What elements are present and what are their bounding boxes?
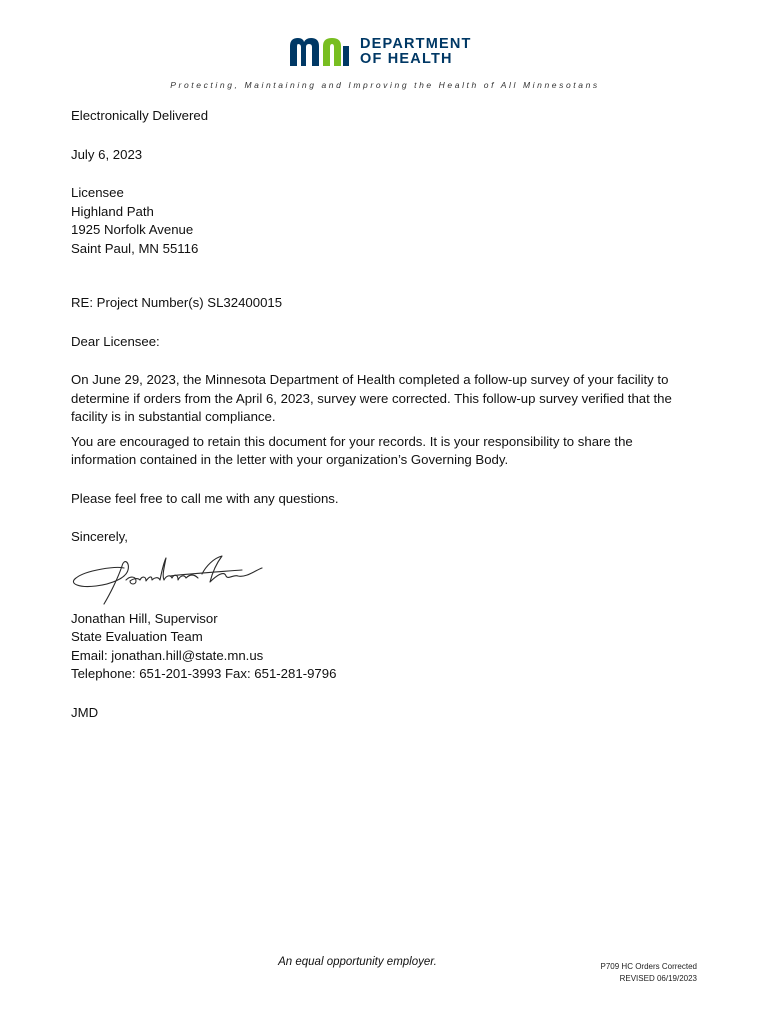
signer-name-title: Jonathan Hill, Supervisor bbox=[71, 610, 218, 626]
tagline: Protecting, Maintaining and Improving the Health of All Minnesotans bbox=[170, 80, 600, 90]
letter-date: July 6, 2023 bbox=[71, 146, 143, 162]
reference-line: RE: Project Number(s) SL32400015 bbox=[71, 295, 283, 310]
logo-line-department: DEPARTMENT bbox=[360, 36, 472, 52]
signer-phone: Telephone: 651-201-3993 Fax: 651-281-9796 bbox=[71, 666, 337, 681]
typist-initials: JMD bbox=[71, 704, 99, 720]
address-line: Licensee bbox=[71, 185, 124, 200]
logo-line-health: OF HEALTH bbox=[360, 51, 453, 67]
mn-logo-icon bbox=[288, 36, 352, 66]
signer-block bbox=[71, 610, 701, 684]
handwritten-signature bbox=[66, 548, 276, 610]
form-id: P709 HC Orders Corrected bbox=[600, 962, 697, 971]
paragraph-retain-document: You are encouraged to retain this document for your records. It is your responsibility to share the information contained in the letter with your organization’s Governing Body. bbox=[71, 433, 633, 467]
address-line: Saint Paul, MN 55116 bbox=[71, 240, 199, 256]
salutation: Dear Licensee: bbox=[71, 333, 160, 349]
signer-email: Email: jonathan.hill@state.mn.us bbox=[71, 647, 264, 663]
delivery-method: Electronically Delivered bbox=[71, 108, 209, 123]
closing: Sincerely, bbox=[71, 529, 128, 544]
recipient-address bbox=[71, 184, 701, 258]
paragraph-survey-result: On June 29, 2023, the Minnesota Department of Health completed a follow-up survey of your facility to determine if orders from the April 6, 2023, survey were corrected. This follow-up survey verified that the facility is in substantial compliance. bbox=[71, 372, 672, 424]
equal-opportunity-statement: An equal opportunity employer. bbox=[278, 956, 437, 968]
address-line: 1925 Norfolk Avenue bbox=[71, 222, 194, 237]
revision-date: REVISED 06/19/2023 bbox=[619, 973, 697, 983]
signer-team: State Evaluation Team bbox=[71, 629, 203, 644]
logo-wordmark bbox=[360, 37, 472, 67]
letterhead bbox=[0, 30, 770, 92]
form-identifier bbox=[560, 961, 697, 984]
mdh-logo bbox=[288, 34, 488, 68]
address-line: Highland Path bbox=[71, 203, 154, 219]
letter-body bbox=[71, 107, 701, 722]
paragraph-questions: Please feel free to call me with any questions. bbox=[71, 490, 339, 506]
